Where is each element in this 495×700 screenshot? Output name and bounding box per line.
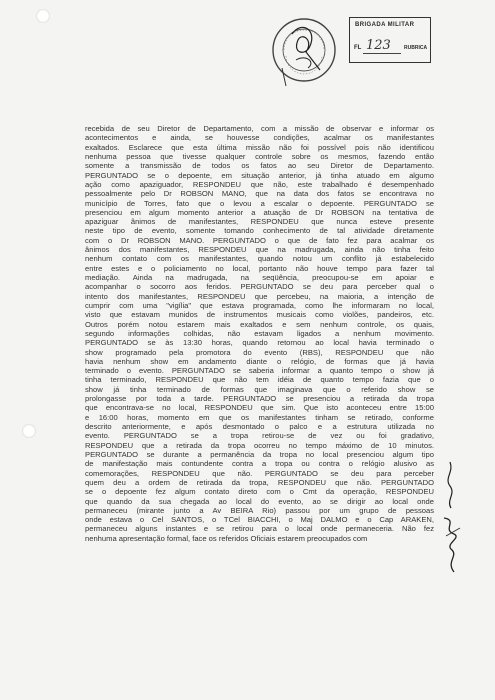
body-text-line: havia nenhum show em andamento diante o relógio, de formas que já havia xyxy=(85,356,434,366)
body-text-line: exaltados. Esclarece que esta última missão não foi possível pois não identificou xyxy=(85,142,434,152)
body-text-line: entre estes e o policiamento no local, portanto não houve tempo para fazer tal xyxy=(85,263,434,273)
body-text-line: PERGUNTADO se às 13:30 horas, quando retornou ao local havia terminado o xyxy=(85,338,434,348)
body-text-line: com o Dr ROBSON MANO. PERGUNTADO o que de fato fez para acalmar os xyxy=(85,235,434,245)
body-text-line: comemorações, RESPONDEU que não. PERGUNTADO se deu para perceber xyxy=(85,468,434,478)
body-text-line: intento dos manifestantes, RESPONDEU que percebeu, na maioria, a intenção de xyxy=(85,291,434,301)
body-text-line: recebida de seu Diretor de Departamento, com a missão de observar e informar os xyxy=(85,124,434,133)
body-text-line: permaneceu alguns instantes e se retirou para o local onde permaneceria. Não fez xyxy=(85,524,434,534)
body-text-line: Outros porém notou estarem mais exaltados e sem nenhum controle, os quais, xyxy=(85,319,434,329)
body-text-line: PERGUNTADO se o depoente, em situação anterior, já tinha atuado em algumo xyxy=(85,170,434,180)
stamp-folio-number: 123 xyxy=(366,38,391,53)
body-text-line: e 16:00 horas, momento em que os manifestantes tinham se retirado, conforme xyxy=(85,412,434,422)
body-text-line: neste tipo de evento, somente tomando conhecimento de tal atividade diretamente xyxy=(85,226,434,236)
body-text-line: evento. PERGUNTADO se a tropa retirou-se de vez ou foi gradativo, xyxy=(85,431,434,441)
body-text-line: mediação. Ainda na madrugada, na seqüência, preocupou-se em apoiar e xyxy=(85,273,434,282)
body-text-line: terminado o evento. PERGUNTADO se saberia informar a quanto tempo o show já xyxy=(85,366,434,376)
body-text-line: acompanhar o socorro aos feridos. PERGUNTADO se deu para perceber qual o xyxy=(85,282,434,292)
body-text-line: presenciou em algum momento anterior a atuação de Dr ROBSON na tentativa de xyxy=(85,207,434,217)
body-text-line: de manifestação mais contundente contra a tropa ou contra o relógio alusivo as xyxy=(85,459,434,469)
stamp-title: BRIGADA MILITAR xyxy=(355,22,415,28)
official-seal-stamp xyxy=(262,10,346,88)
body-text-line: RESPONDEU que a retirada da tropa ocorreu no tempo máximo de 10 minutos. xyxy=(85,440,434,450)
body-text-line: ação como apaziguador, RESPONDEU que não, este trabalhado é desempenhado xyxy=(85,179,434,189)
body-text-line: prolongasse por toda a tarde. PERGUNTADO se presenciou a retirada da tropa xyxy=(85,394,434,404)
body-text-line: apaziguar ânimos de manifestantes, RESPONDEU que nunca esteve presente xyxy=(85,217,434,227)
body-text-line: ânimos dos manifestantes, RESPONDEU que na madrugada, ainda não tinha feito xyxy=(85,245,434,255)
body-text-line: município de Torres, fato que o levou a escalar o depoente. PERGUNTADO se xyxy=(85,198,434,208)
body-text-line: pessoalmente pelo Dr ROBSON MANO, que na data dos fatos se encontrava no xyxy=(85,189,434,199)
body-text-line: acontecimentos e ainda, se houvesse condições, acalmar os manifestantes xyxy=(85,133,434,143)
folio-stamp xyxy=(349,17,431,63)
body-text-line: show já tinha terminado de formas que imaginava que o referido show se xyxy=(85,384,434,394)
stamp-fl-label: FL xyxy=(354,45,362,51)
body-text-line: que quando da sua chegada ao local do evento, ao se dirigir ao local onde xyxy=(85,496,434,506)
binder-hole-top xyxy=(36,9,50,23)
binder-hole-bottom xyxy=(22,424,36,438)
body-text-line: segundo informações colhidas, não estavam ligados a nenhum movimento. xyxy=(85,328,434,338)
body-text-line: visto que estavam munidos de instrumentos musicais como violões, pandeiros, etc. xyxy=(85,310,434,320)
body-text-line: show programado pela promotora do evento (RBS), RESPONDEU que não xyxy=(85,347,434,357)
body-text-line: tinha terminado, RESPONDEU que não tem idéia de quanto tempo fazia que o xyxy=(85,375,434,385)
body-text-line: descrito anteriormente, e após desmontado o palco e a estrutura utilizada no xyxy=(85,422,434,431)
body-text-line: que encontrava-se no local, RESPONDEU que sim. Que isto aconteceu entre 15:00 xyxy=(85,403,434,413)
body-text-line: nenhuma pessoa que tivesse qualquer controle sobre os mesmos, fazendo então xyxy=(85,151,434,161)
body-text-line: se o depoente fez algum contato direto com o Cmt da operação, RESPONDEU xyxy=(85,487,434,497)
stamp-divider xyxy=(363,53,401,54)
body-text-line: onde estava o Cel SANTOS, o TCel BIACCHI, o Maj DALMO e o Cap ARAKEN, xyxy=(85,515,434,525)
body-text-line: nenhum contato com os manifestantes, quando notou um conflito já estabelecido xyxy=(85,254,434,264)
margin-signature xyxy=(436,458,466,578)
stamp-rubrica-label: RUBRICA xyxy=(404,45,428,51)
body-text-line: quem deu a ordem de retirada da tropa, RESPONDEU que não. PERGUNTADO xyxy=(85,477,434,487)
body-text-line: PERGUNTADO se durante a permanência da tropa no local presenciou algum tipo xyxy=(85,449,434,459)
body-text-line: permaneceu (mirante junto a Av BEIRA Rio) passou por um grupo de pessoas xyxy=(85,505,434,515)
body-text-line: nenhuma apresentação formal, face os referidos Oficiais estarem preocupados com xyxy=(85,533,368,543)
body-text-line: somente a transmissão de todos os fatos ao seu Diretor de Departamento. xyxy=(85,161,434,171)
body-text-line: cumprir com uma "vigília" que estava programada, como lhe informaram no local, xyxy=(85,300,434,310)
testimony-body-text xyxy=(85,124,434,543)
